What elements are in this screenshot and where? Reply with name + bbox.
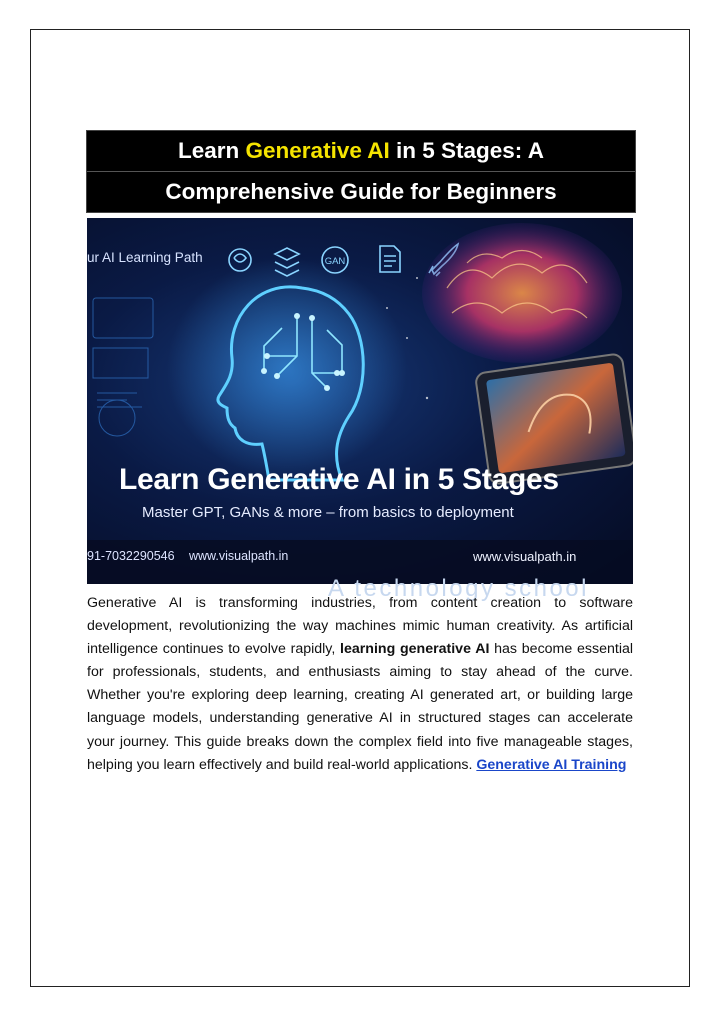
intro-paragraph [87,592,633,777]
watermark-text: A technology school [328,575,589,602]
banner-subheadline: Master GPT, GANs & more – from basics to deployment [142,504,514,521]
intro-text: Generative AI is transforming industries, from content creation to software development, revolutionizing the way machines mimic human creativity. As artificial intelligence continues to evolve rapidly, [87,595,633,658]
rest-text: has become essential for professionals, students, and enthusiasts aiming to stay ahead of the curve. Whether you're exploring deep learning, creating AI generated art, or building large language models, understanding generative AI in structured stages can accelerate your journey. This guide breaks down the complex field into five manageable stages, helping you learn effectively and build real-world applications. [87,641,634,773]
banner-site-left: www.visualpath.in [189,549,289,563]
learning-path-label: ur AI Learning Path [87,250,203,265]
banner-phone: 91-7032290546 [87,549,175,563]
document-icon [380,246,400,272]
title-line-1 [87,131,635,171]
banner-headline: Learn Generative AI in 5 Stages [119,463,559,496]
bold-phrase: learning generative AI [340,641,490,658]
gan-label: GAN [324,256,346,267]
title-pre: Learn [178,138,246,163]
brain-chip-detail [234,254,246,262]
banner-site-right: www.visualpath.in [473,549,577,564]
brain-illustration [422,223,622,363]
generative-ai-training-link[interactable]: Generative AI Training [476,756,627,773]
head-glow [167,258,407,478]
title-box [86,130,636,213]
title-post: in 5 Stages: A [389,138,544,163]
title-highlight: Generative AI [245,138,390,163]
banner-image [87,218,633,584]
title-line-2: Comprehensive Guide for Beginners [87,171,635,212]
hud-panel [93,298,153,436]
banner-artwork [87,218,633,584]
